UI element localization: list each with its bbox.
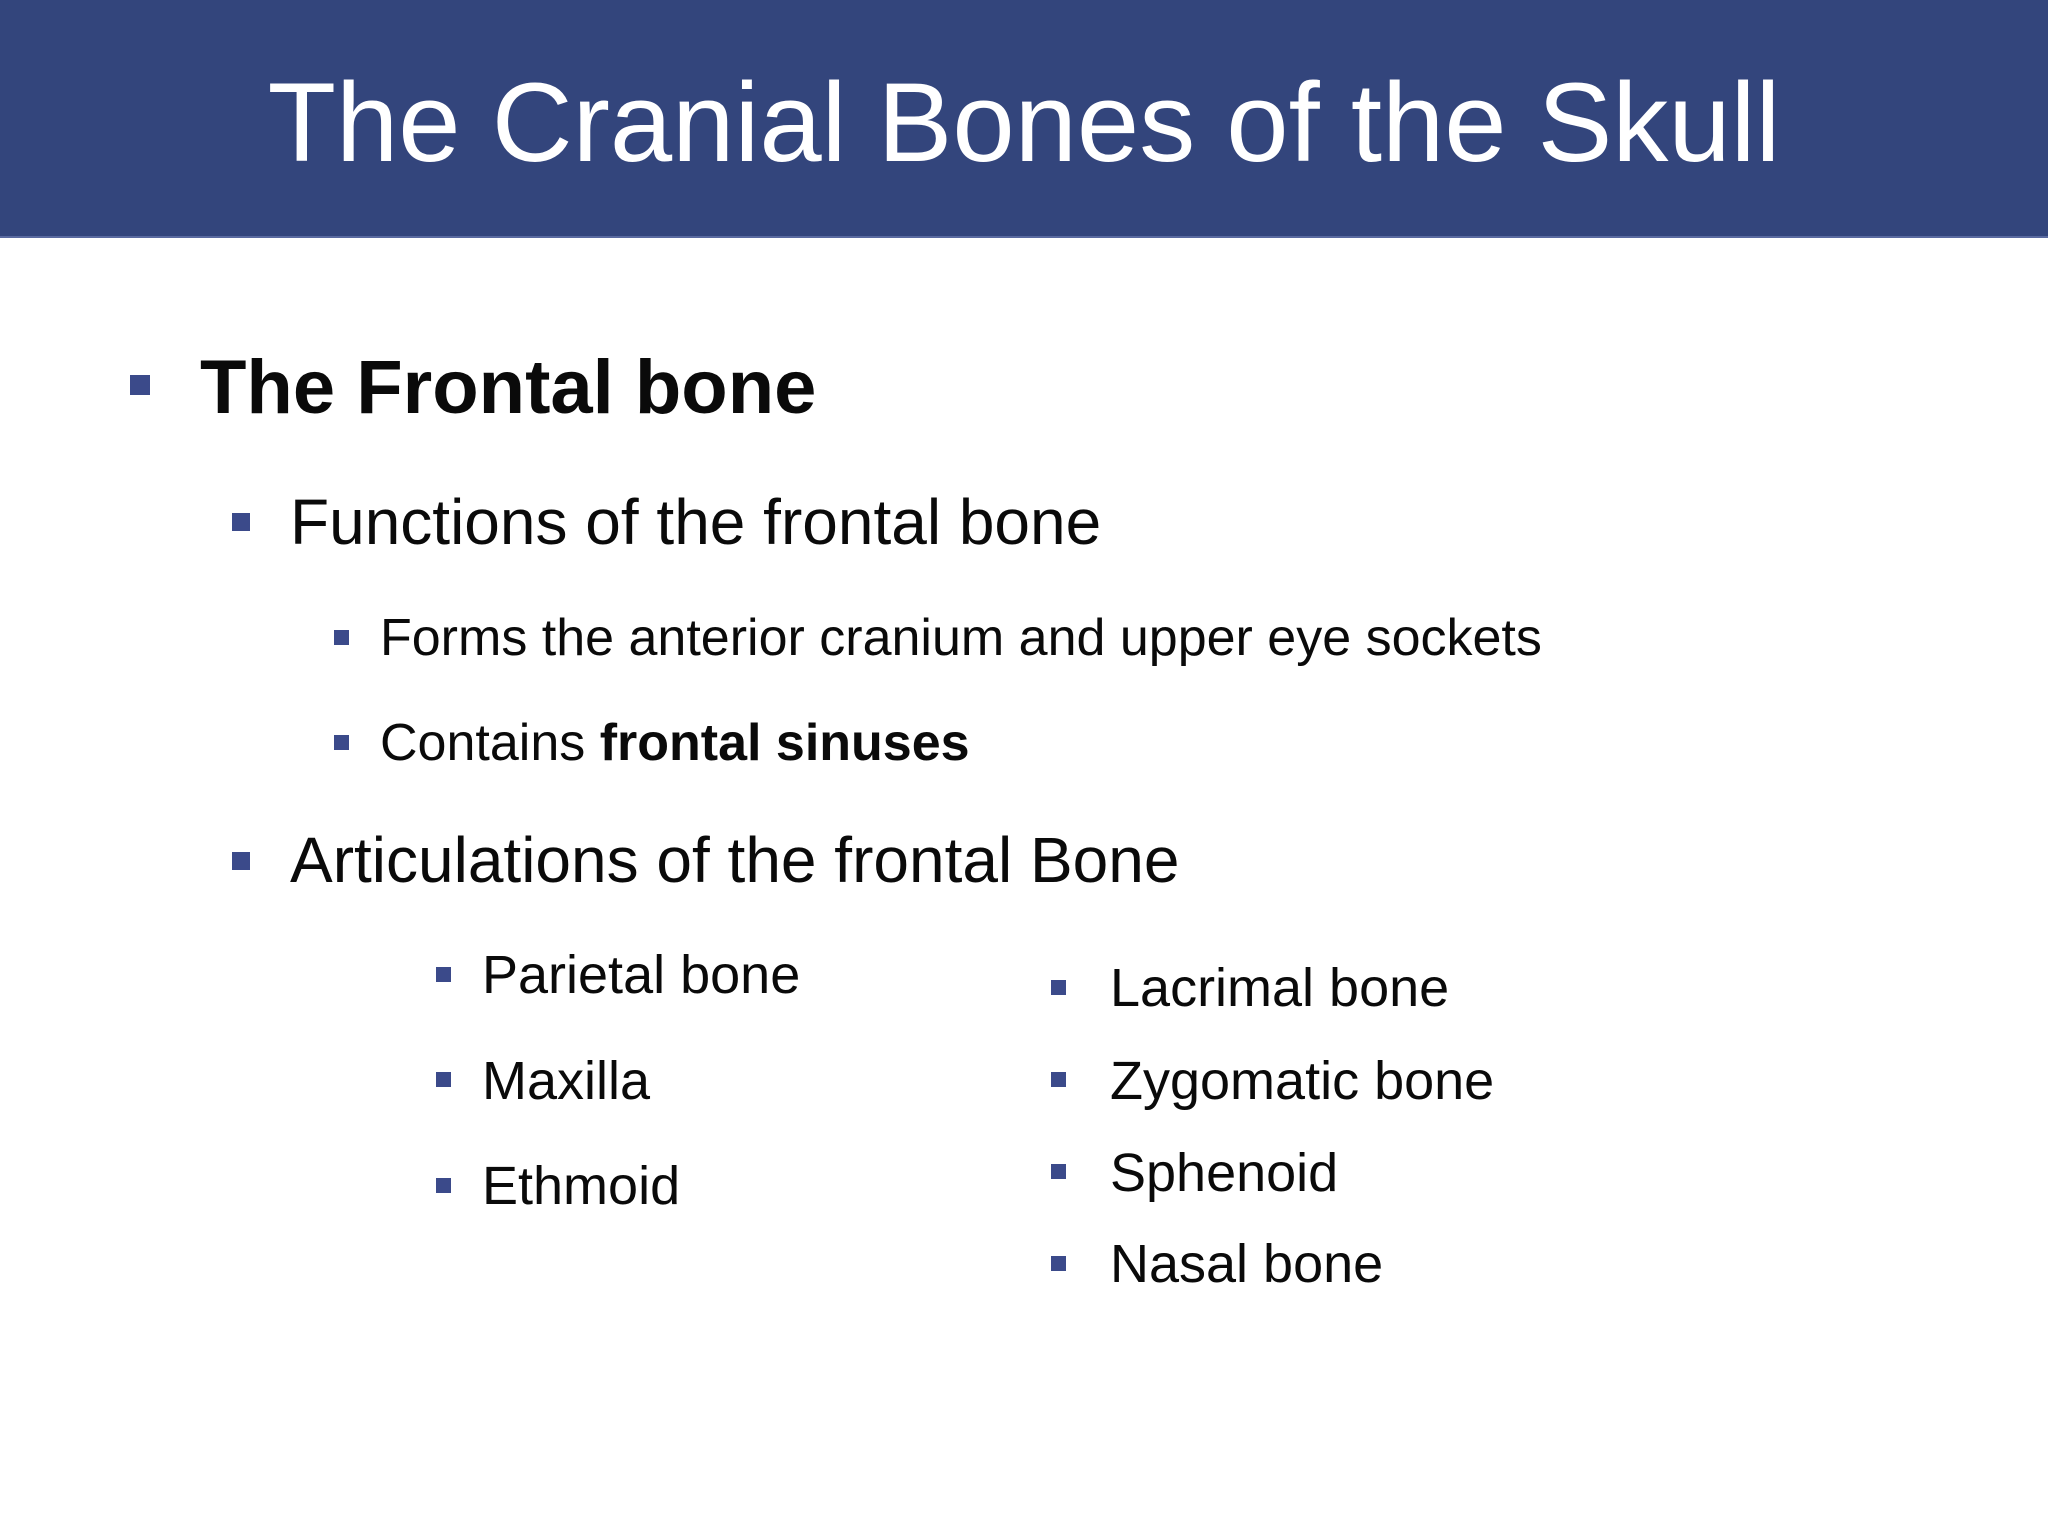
bullet-square-icon: [436, 1072, 451, 1087]
bullet-square-icon: [436, 1178, 451, 1193]
bullet-square-icon: [334, 630, 349, 645]
bullet-square-icon: [130, 375, 150, 395]
articulation-item: Lacrimal bone: [1110, 958, 1450, 1018]
title-bar: [0, 0, 2048, 238]
function-item-cranium: Forms the anterior cranium and upper eye sockets: [380, 609, 1542, 667]
function-item-sinuses-bold: frontal sinuses: [599, 714, 970, 772]
articulation-item: Ethmoid: [482, 1156, 681, 1216]
function-item-sinuses: [380, 712, 970, 774]
articulation-item: Maxilla: [482, 1051, 651, 1111]
functions-heading: Functions of the frontal bone: [290, 486, 1102, 558]
bullet-square-icon: [232, 513, 250, 531]
articulation-item: Nasal bone: [1110, 1234, 1384, 1294]
articulations-heading: Articulations of the frontal Bone: [290, 824, 1180, 896]
bullet-square-icon: [436, 967, 451, 982]
function-item-sinuses-prefix: Contains: [380, 714, 600, 772]
bullet-square-icon: [334, 735, 349, 750]
articulation-item: Zygomatic bone: [1110, 1051, 1495, 1111]
bullet-square-icon: [1051, 1164, 1066, 1179]
articulation-item: Sphenoid: [1110, 1143, 1339, 1203]
bullet-square-icon: [1051, 1256, 1066, 1271]
heading-frontal-bone: The Frontal bone: [200, 345, 817, 430]
bullet-square-icon: [1051, 980, 1066, 995]
slide-title: The Cranial Bones of the Skull: [267, 60, 1781, 185]
articulation-item: Parietal bone: [482, 945, 801, 1005]
bullet-square-icon: [1051, 1072, 1066, 1087]
bullet-square-icon: [232, 852, 250, 870]
